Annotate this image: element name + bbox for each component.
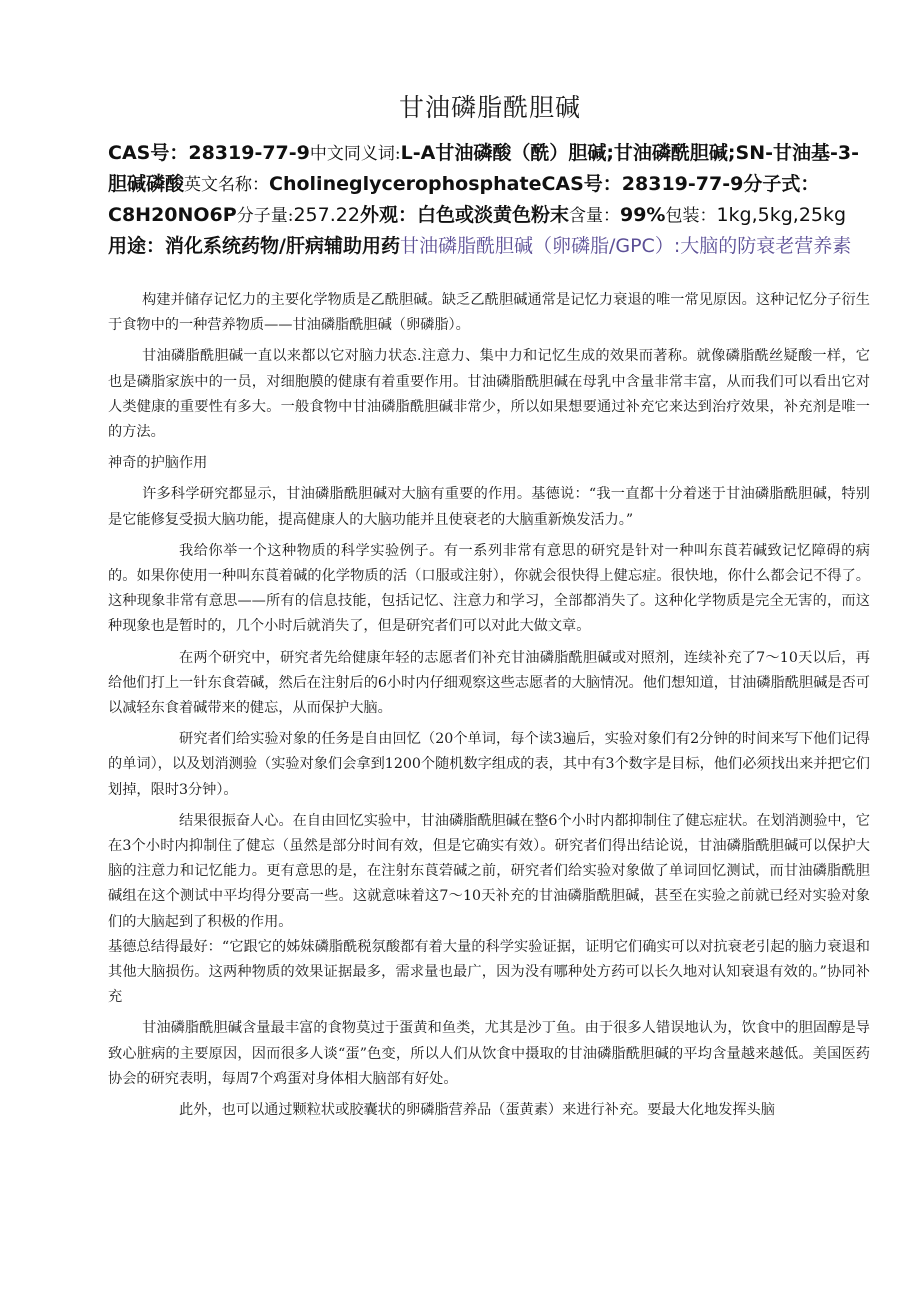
paragraph-10: 此外，也可以通过颗粒状或胶囊状的卵磷脂营养品（蛋黄素）来进行补充。要最大化地发挥头脑 xyxy=(179,1102,775,1119)
paragraph-2: 甘油磷脂酰胆碱一直以来都以它对脑力状态.注意力、集中力和记忆生成的效果而著称。就像磷脂酰丝疑酸一样，它也是磷脂家族中的一员，对细胞膜的健康有着重要作用。甘油磷脂酰胆碱在母乳中含量非常丰富，从而我们可以看出它对人类健康的重要性有多大。一般食物中甘油磷脂酰胆碱非常少，所以如果想要通过补充它来达到治疗效果，补充剂是唯一的方法。 xyxy=(108,348,870,441)
molecular-formula: C8H20NO6P xyxy=(108,204,237,226)
cas-value: 28319-77-9 xyxy=(188,142,310,164)
document-title: 甘油磷脂酰胆碱 xyxy=(398,93,581,122)
cn-synonym-value: L-A甘油磷酸（酰）胆碱;甘油磷酰胆碱;SN-甘油基-3-胆碱磷酸 xyxy=(108,142,859,195)
use-value: 消化系统药物/肝病辅助用药 xyxy=(165,235,400,257)
paragraph-8: 基德总结得最好：“它跟它的姊妹磷脂酰税氛酸都有着大量的科学实验证据，证明它们确实可以对抗衰老引起的脑力衰退和其他大脑损伤。这两种物质的效果证据最多，需求量也最广，因为没有哪种处方药可以长久地对认知衰退有效的。”协同补充 xyxy=(108,938,870,1006)
paragraph-7: 结果很振奋人心。在自由回忆实验中，甘油磷脂酰胆碱在整6个小时内都抑制住了健忘症状。在划消测验中，它在3个小时内抑制住了健忘（虽然是部分时间有效，但是它确实有效）。研究者们得出结论说，甘油磷脂酰胆碱可以保护大脑的注意力和记忆能力。更有意思的是，在注射东莨菪碱之前，研究者们给实验对象做了单词回忆测试，而甘油磷脂酰胆碱组在这个测试中平均得分要高一些。这就意味着这7～10天补充的甘油磷脂酰胆碱，甚至在实验之前就已经对实验对象们的大脑起到了积极的作用。 xyxy=(108,812,870,930)
paragraph-4: 我给你举一个这种物质的科学实验例子。有一系列非常有意思的研究是针对一种叫东莨若碱致记忆障碍的病的。如果你使用一种叫东莨着碱的化学物质的活（口服或注射），你就会很快得上健忘症。很快地，你什么都会记不得了。这种现象非常有意思——所有的信息技能，包括记忆、注意力和学习，全部都消失了。这种化学物质是完全无害的，而这种现象也是暂时的，几个小时后就消失了，但是研究者们可以对此大做文章。 xyxy=(108,542,870,635)
appearance-label: 外观： xyxy=(359,204,417,226)
paragraph-9: 甘油磷脂酰胆碱含量最丰富的食物莫过于蛋黄和鱼类，尤其是沙丁鱼。由于很多人错误地认为，饮食中的胆固醇是导致心脏病的主要原因，因而很多人谈“蛋”色变，所以人们从饮食中摄取的甘油磷脂酰胆碱的平均含量越来越低。美国医药协会的研究表明，每周7个鸡蛋对身体相大脑部有好处。 xyxy=(108,1020,870,1087)
en-name-label: 英文名称： xyxy=(184,175,270,195)
package-label: 包装： xyxy=(665,206,717,226)
section-heading: 神奇的护脑作用 xyxy=(108,455,208,472)
paragraph-1: 构建并储存记忆力的主要化学物质是乙酰胆碱。缺乏乙酰胆碱通常是记忆力衰退的唯一常见原因。这种记忆分子衍生于食物中的一种营养物质——甘油磷脂酰胆碱（卵磷脂）。 xyxy=(108,292,870,334)
content-value: 99% xyxy=(619,204,666,226)
paragraph-5: 在两个研究中，研究者先给健康年轻的志愿者们补充甘油磷脂酰胆碱或对照剂，连续补充了7～10天以后，再给他们打上一针东食菪碱，然后在注射后的6小时内仔细观察这些志愿者的大脑情况。他们想知道，甘油磷脂酰胆碱是否可以减轻东食着碱带来的健忘，从而保护大脑。 xyxy=(108,649,870,717)
en-name-value: CholineglycerophosphateCAS号：28319-77-9分子式： xyxy=(269,173,820,195)
molecular-weight-value: 257.22 xyxy=(293,204,360,226)
article-body xyxy=(108,288,870,1123)
package-value: 1kg,5kg,25kg xyxy=(716,204,847,226)
cn-synonym-label: 中文同义词: xyxy=(309,144,401,164)
molecular-weight-label: 分子量: xyxy=(236,206,294,226)
spec-block xyxy=(108,138,870,261)
subtitle: 甘油磷脂酰胆碱（卵磷脂/GPC）:大脑的防衰老营养素 xyxy=(399,235,852,257)
cas-label: CAS号： xyxy=(108,142,189,164)
appearance-value: 白色或淡黄色粉末 xyxy=(416,204,569,226)
content-label: 含量： xyxy=(568,206,620,226)
paragraph-6: 研究者们给实验对象的任务是自由回忆（20个单词，每个读3遍后，实验对象们有2分钟的时间来写下他们记得的单词），以及划消测验（实验对象们会拿到1200个随机数字组成的表，其中有3个数字是目标，他们必须找出来并把它们划掉，限时3分钟）。 xyxy=(108,731,870,798)
use-label: 用途： xyxy=(108,235,166,257)
paragraph-3: 许多科学研究都显示，甘油磷脂酰胆碱对大脑有重要的作用。基德说：“我一直都十分着迷于甘油磷脂酰胆碱，特别是它能修复受损大脑功能，提高健康人的大脑功能并且使衰老的大脑重新焕发活力。” xyxy=(108,486,870,528)
